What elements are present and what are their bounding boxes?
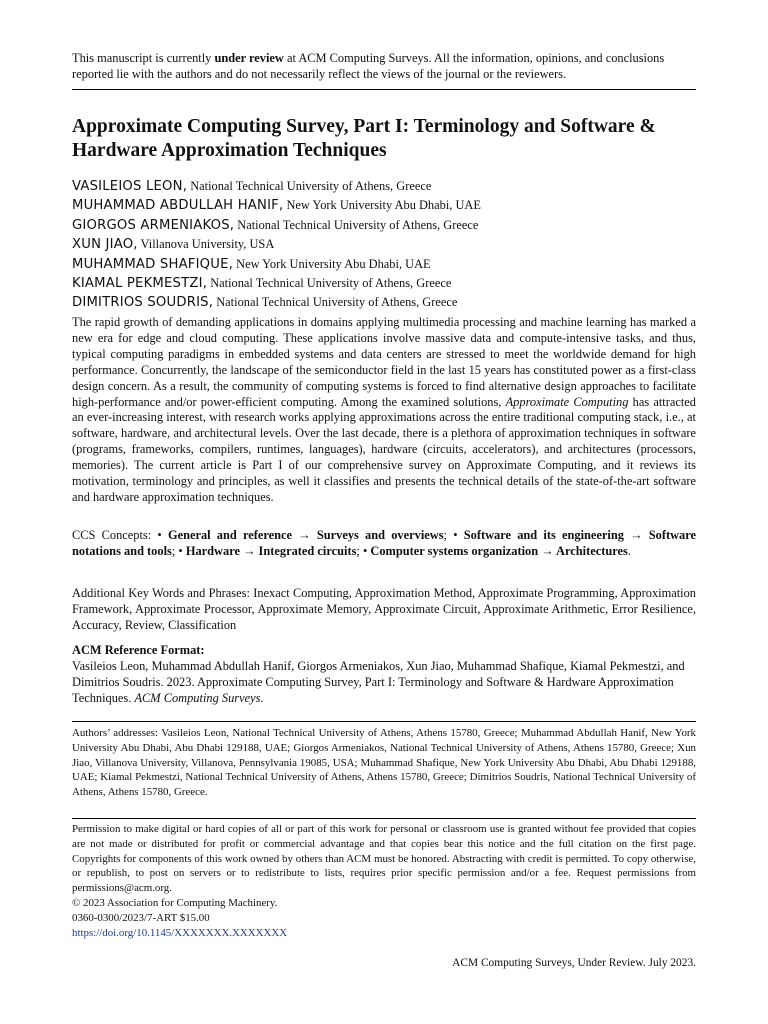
author-entry: [72, 293, 696, 312]
ccs-separator: ; •: [443, 528, 464, 542]
author-entry: [72, 235, 696, 254]
footnote-divider: [72, 721, 696, 722]
ccs-concept: Software and its engineering → Software notations and tools: [72, 528, 696, 558]
author-affiliation: National Technical University of Athens, Greece: [187, 179, 432, 193]
reference-journal: ACM Computing Surveys: [134, 690, 261, 705]
ccs-concept: Hardware → Integrated circuits: [185, 543, 357, 558]
author-name: DIMITRIOS SOUDRIS,: [72, 295, 214, 311]
ccs-separator: ; •: [356, 543, 371, 558]
reference-text: Vasileios Leon, Muhammad Abdullah Hanif, Giorgos Armeniakos, Xun Jiao, Muhammad Shafique, Kiamal Pekmestzi, and Dimitrios Soudris. 2023. Approximate Computing Survey, Part I: Terminology and Software & Hardware Approximation Techniques.: [72, 658, 685, 705]
permission-text: Permission to make digital or hard copies of all or part of this work for personal or classroom use is granted without fee provided that copies are not made or distributed for profit or commercial advantage and that copies bear this notice and the full citation on the first page. Copyrights for components of this work owned by others than ACM must be honored. Abstracting with credit is permitted. To copy otherwise, or republish, to post on servers or to redistribute to lists, requires prior specific permission and/or a fee. Request permissions from permissions@acm.org.: [72, 823, 696, 895]
ccs-prefix: CCS Concepts: •: [72, 528, 168, 542]
abstract: [72, 315, 696, 506]
author-name: KIAMAL PEKMESTZI,: [72, 276, 208, 292]
author-entry: [72, 255, 696, 274]
author-entry: [72, 177, 696, 196]
reference-format: [72, 643, 696, 707]
author-affiliation: New York University Abu Dhabi, UAE: [233, 256, 431, 271]
author-affiliation: Villanova University, USA: [137, 237, 275, 252]
keywords: Additional Key Words and Phrases: Inexact Computing, Approximation Method, Approximate Programming, Approximation Framework, Approximate Processor, Approximate Memory, Approximate Circuit, Approximate Arithmetic, Error Resilience, Accuracy, Review, Classification: [72, 586, 696, 632]
top-divider: [72, 89, 696, 90]
paper-title: Approximate Computing Survey, Part I: Terminology and Software & Hardware Approximation Techniques: [72, 116, 656, 161]
permission-divider: [72, 818, 696, 819]
author-name: VASILEIOS LEON,: [72, 179, 188, 194]
ccs-separator: ; •: [171, 543, 186, 558]
permission-notice: [72, 822, 696, 940]
ccs-end: .: [627, 543, 631, 558]
ccs-concept: Computer systems organization → Architectures: [370, 543, 628, 558]
abstract-emphasis: Approximate Computing: [505, 394, 629, 409]
review-notice: [72, 50, 696, 82]
author-entry: [72, 196, 696, 215]
author-name: GIORGOS ARMENIAKOS,: [72, 217, 235, 233]
ccs-concept: General and reference → Surveys and overviews: [167, 528, 444, 542]
author-name: MUHAMMAD SHAFIQUE,: [72, 256, 234, 272]
author-affiliation: National Technical University of Athens, Greece: [234, 217, 479, 232]
author-entry: [72, 274, 696, 293]
author-affiliation: National Technical University of Athens, Greece: [213, 295, 458, 310]
copyright-line: © 2023 Association for Computing Machinery.: [72, 896, 278, 909]
notice-text: This manuscript is currently: [72, 51, 215, 65]
abstract-text-rest: has attracted an ever-increasing interest, with research works applying approximations across the entire traditional computing stack, i.e., at software, hardware, and architectural levels. Over the last decade, there is a plethora of approximation techniques in software (programs, frameworks, compilers, runtimes, languages), hardware (circuits, accelerators), and architectures (processors, memories). The current article is Part I of our comprehensive survey on Approximate Computing, and it reviews its motivation, terminology and principles, as well it classifies and presents the technical details of the state-of-the-art software and hardware approximation techniques.: [72, 394, 696, 504]
author-list: [72, 177, 696, 313]
author-addresses: Authors’ addresses: Vasileios Leon, National Technical University of Athens, Athens 15780, Greece; Muhammad Abdullah Hanif, New York University Abu Dhabi, Abu Dhabi 129188, UAE; Giorgos Armeniakos, National Technical University of Athens, Athens 15780, Greece; Xun Jiao, Villanova University, Villanova, Pennsylvania 19085, USA; Muhammad Shafique, New York University Abu Dhabi, Abu Dhabi 129188, UAE; Kiamal Pekmestzi, National Technical University of Athens, Athens 15780, Greece; Dimitrios Soudris, National Technical University of Athens, Athens 15780, Greece.: [72, 727, 696, 799]
author-entry: [72, 216, 696, 235]
author-affiliation: New York University Abu Dhabi, UAE: [283, 198, 481, 213]
page-footer: ACM Computing Surveys, Under Review. July 2023.: [452, 957, 696, 969]
author-affiliation: National Technical University of Athens, Greece: [207, 276, 452, 291]
notice-emphasis: under review: [214, 51, 284, 65]
reference-end: .: [260, 690, 264, 705]
reference-header: ACM Reference Format:: [72, 643, 205, 657]
ccs-concepts: [72, 528, 696, 560]
author-name: MUHAMMAD ABDULLAH HANIF,: [72, 198, 284, 214]
reference-citation: [72, 659, 696, 707]
author-name: XUN JIAO,: [72, 237, 138, 253]
issn-line: 0360-0300/2023/7-ART $15.00: [72, 911, 210, 924]
notice-text-rest: at ACM Computing Surveys. All the information, opinions, and conclusions reported lie with the authors and do not necessarily reflect the views of the journal or the reviewers.: [72, 51, 665, 81]
doi-link[interactable]: https://doi.org/10.1145/XXXXXXX.XXXXXXX: [72, 926, 288, 939]
abstract-text: The rapid growth of demanding applications in domains applying multimedia processing and machine learning has marked a new era for edge and cloud computing. These applications involve massive data and compute-intensive tasks, and thus, typical computing paradigms in embedded systems and data centers are stressed to meet the worldwide demand for high performance. Concurrently, the landscape of the semiconductor field in the last 15 years has constituted power as a first-class design concern. As a result, the community of computing systems is forced to find alternative design approaches to facilitate high-performance and/or power-efficient computing. Among the examined solutions,: [72, 315, 696, 409]
